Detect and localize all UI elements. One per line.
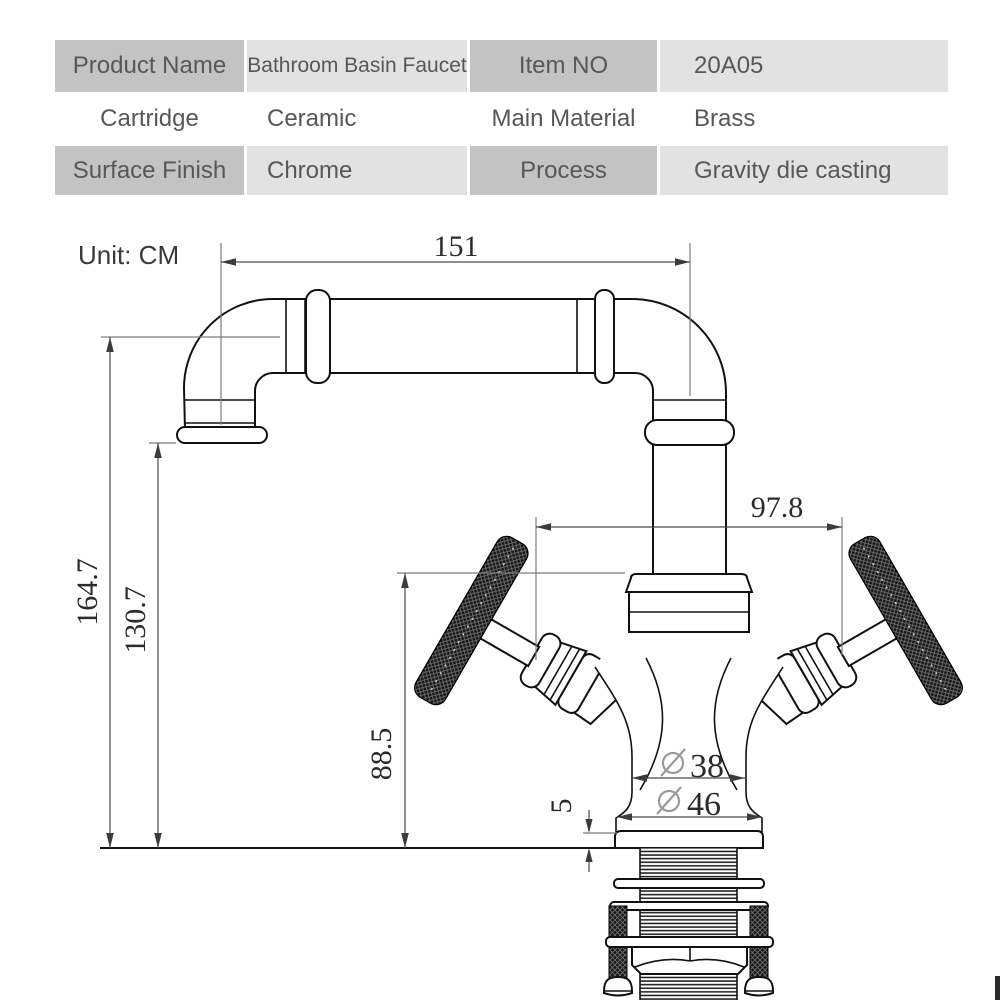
dimension-flange-thickness <box>545 799 617 873</box>
dim-flange-thickness: 5 <box>545 798 578 814</box>
spec-label-process: Process <box>470 146 657 195</box>
knurled-knob-right <box>845 532 966 708</box>
dim-body-diameter: 38 <box>690 748 724 785</box>
washer-middle <box>610 902 768 910</box>
dimension-spout-height <box>119 443 176 848</box>
bolt-head-right <box>745 977 773 996</box>
downpipe-collar <box>645 420 734 445</box>
body-cap <box>626 574 752 592</box>
threaded-shank <box>640 848 737 1000</box>
dim-spout-height: 130.7 <box>119 586 152 654</box>
spec-label-main-material: Main Material <box>491 105 636 132</box>
washer-wide <box>606 937 773 947</box>
spec-value-product-name: Bathroom Basin Faucet <box>247 40 467 92</box>
spec-label-item-no: Item NO <box>470 40 657 92</box>
dim-handle-height: 88.5 <box>365 727 398 781</box>
dim-handle-span: 97.8 <box>750 491 804 524</box>
dim-base-diameter: 46 <box>687 786 721 823</box>
dim-total-height: 164.7 <box>71 558 104 626</box>
washer-top <box>614 879 764 888</box>
spec-value-surface-finish: Chrome <box>247 146 467 195</box>
hose-edge-fragment <box>995 976 1000 1000</box>
spec-label-cartridge: Cartridge <box>100 105 199 132</box>
spec-value-main-material: Brass <box>694 105 756 132</box>
bolt-head-left <box>604 977 632 996</box>
spec-value-process: Gravity die casting <box>660 146 948 195</box>
faucet-spout-pipe <box>177 290 734 578</box>
unit-label: Unit: CM <box>78 240 180 270</box>
mounting-hardware <box>604 848 773 1000</box>
pipe-coupling-right <box>595 290 614 383</box>
spec-value-item-no: 20A05 <box>660 40 948 92</box>
spout-outlet <box>177 427 267 443</box>
spec-label-surface-finish: Surface Finish <box>55 146 244 195</box>
spec-label-product-name: Product Name <box>55 40 244 92</box>
pipe-coupling-left <box>306 290 330 383</box>
dim-spout-reach: 151 <box>433 230 479 263</box>
spec-value-cartridge: Ceramic <box>267 105 357 132</box>
base-flange <box>615 831 763 848</box>
